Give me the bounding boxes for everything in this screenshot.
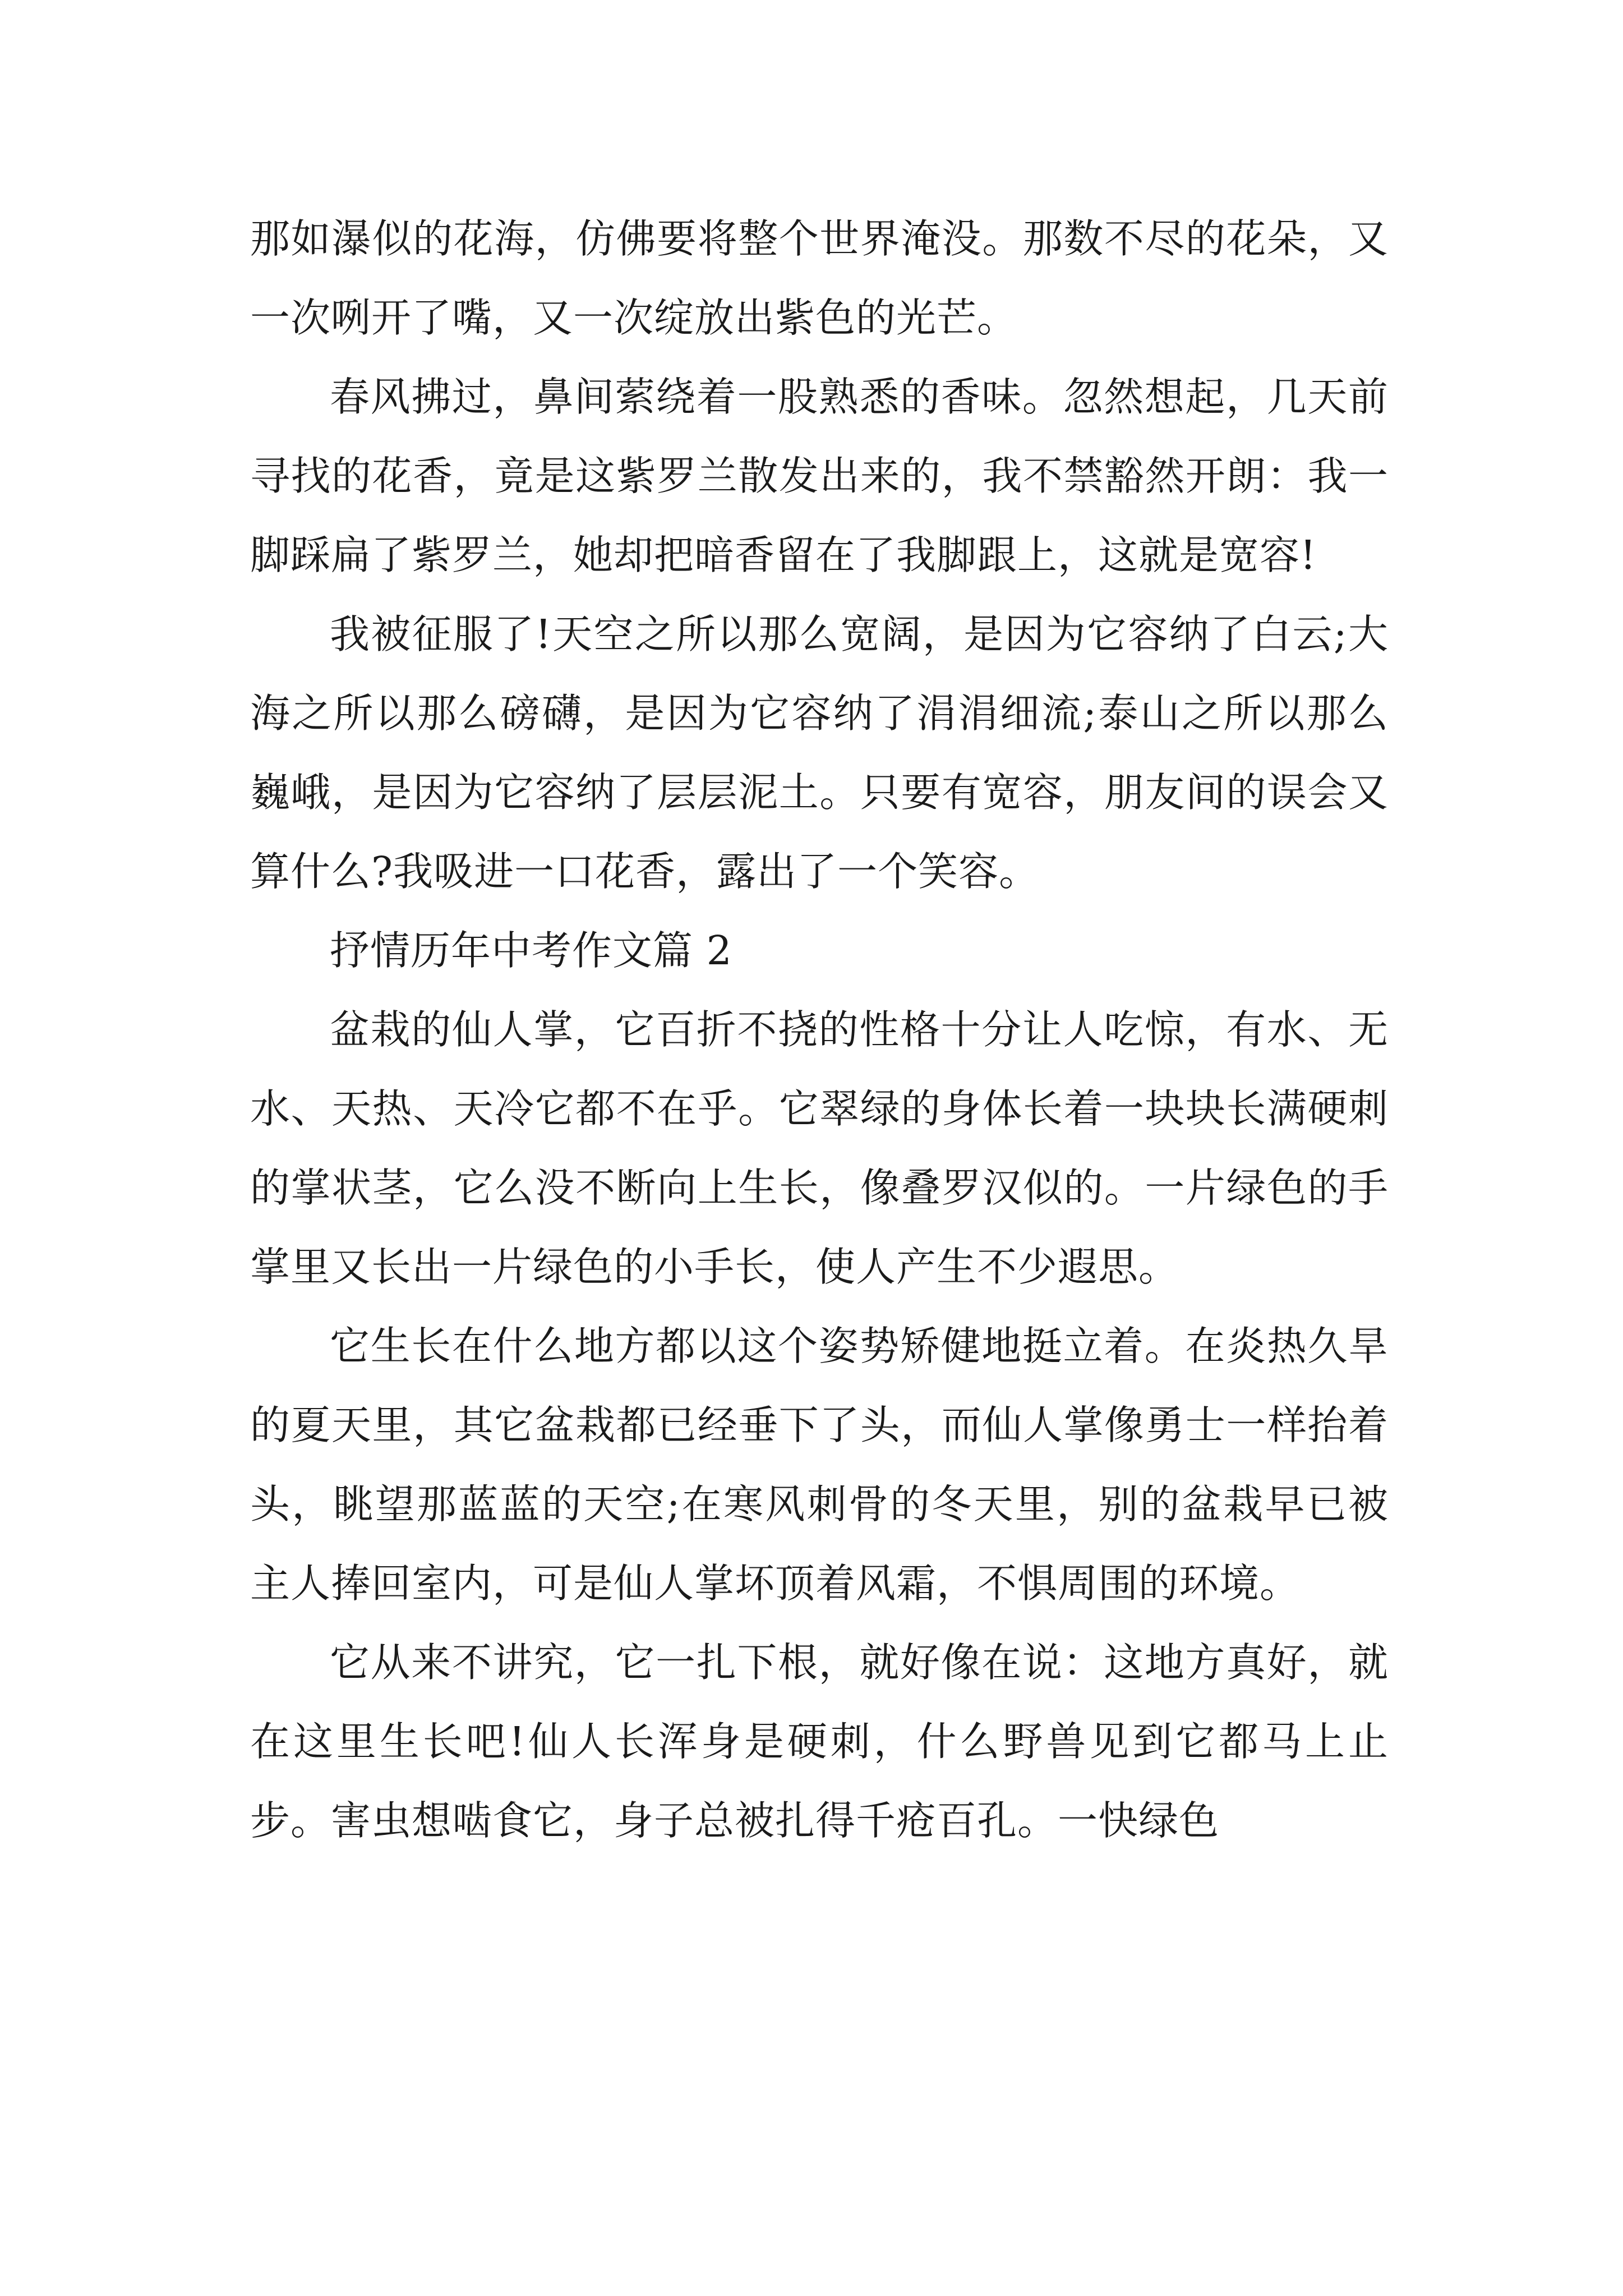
- paragraph-2: 春风拂过，鼻间萦绕着一股熟悉的香味。忽然想起，几天前寻找的花香，竟是这紫罗兰散发出来的，我不禁豁然开朗：我一脚踩扁了紫罗兰，她却把暗香留在了我脚跟上，这就是宽容!: [250, 374, 1389, 578]
- body-text: [250, 199, 1389, 1860]
- section-heading: 抒情历年中考作文篇 2: [330, 927, 732, 974]
- paragraph-1: 那如瀑似的花海，仿佛要将整个世界淹没。那数不尽的花朵，又一次咧开了嘴，又一次绽放出紫色的光芒。: [250, 215, 1389, 341]
- paragraph-5: 盆栽的仙人掌，它百折不挠的性格十分让人吃惊，有水、无水、天热、天冷它都不在乎。它翠绿的身体长着一块块长满硬刺的掌状茎，它么没不断向上生长，像叠罗汉似的。一片绿色的手掌里又长出一片绿色的小手长，使人产生不少遐思。: [250, 1006, 1389, 1290]
- paragraph-7: 它从来不讲究，它一扎下根，就好像在说：这地方真好，就在这里生长吧!仙人长浑身是硬刺，什么野兽见到它都马上止步。害虫想啮食它，身子总被扎得千疮百孔。一快绿色: [250, 1639, 1389, 1844]
- paragraph-3: 我被征服了!天空之所以那么宽阔，是因为它容纳了白云;大海之所以那么磅礴，是因为它容纳了涓涓细流;泰山之所以那么巍峨，是因为它容纳了层层泥土。只要有宽容，朋友间的误会又算什么?我吸进一口花香，露出了一个笑容。: [250, 611, 1389, 895]
- paragraph-6: 它生长在什么地方都以这个姿势矫健地挺立着。在炎热久旱的夏天里，其它盆栽都已经垂下了头，而仙人掌像勇士一样抬着头，眺望那蓝蓝的天空;在寒风刺骨的冬天里，别的盆栽早已被主人捧回室内，可是仙人掌坏顶着风霜，不惧周围的环境。: [250, 1323, 1389, 1607]
